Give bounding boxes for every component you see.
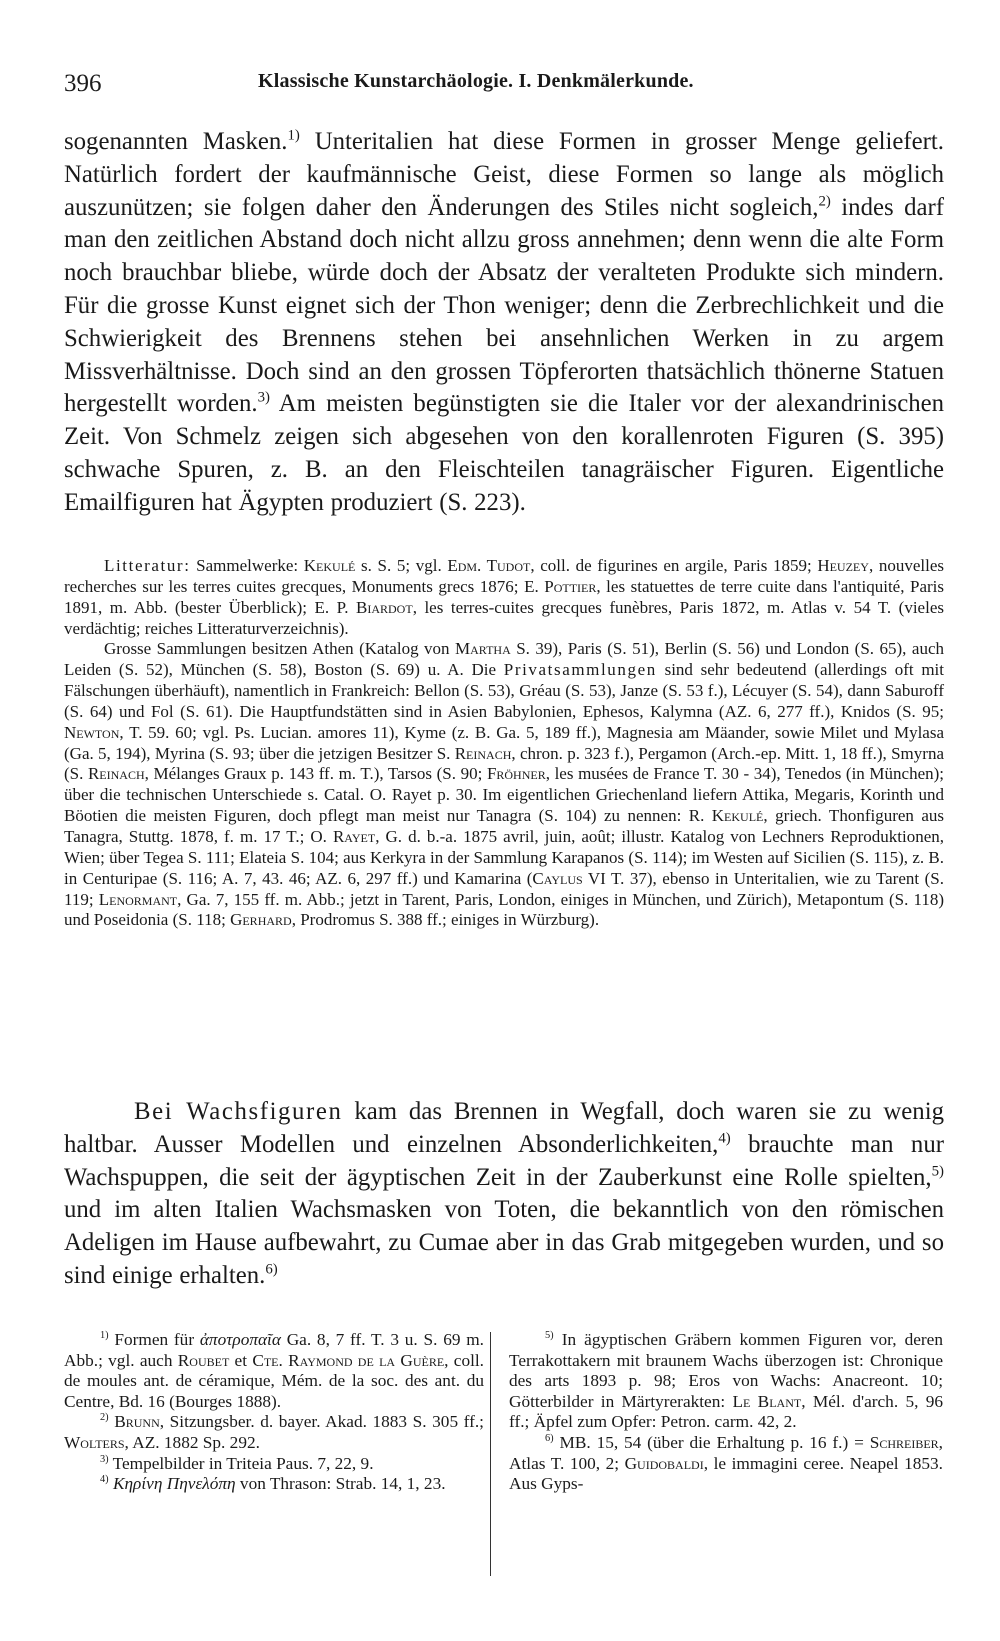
spaced-term: Privatsammlungen <box>503 660 657 680</box>
footnote-ref-6[interactable]: 6) <box>265 1261 278 1278</box>
running-header <box>64 62 944 102</box>
running-title: Klassische Kunstarchäologie. I. Denkmälerkunde. <box>258 70 694 92</box>
footnote-5: $^{5)}$ In ägyptischen Gräbern kommen Figuren vor, deren Terrakottakern mit braunem Wachs überzogen ist: Chronique des arts 1893 p. 98; Eros von Wachs: Anacreont. 10; Götterbilder in Märtyrerakten: Le Blant, Mél. d'arch. 5, 96 ff.; Äpfel zum Opfer: Petron. carm. 42, 2. <box>509 1330 944 1432</box>
footnote-4: $^{4)}$ Κηρίνη Πηνελόπη von Thrason: Strab. 14, 1, 23. <box>100 1474 446 1494</box>
footnotes-left-column <box>64 1330 484 1495</box>
footnote-ref-1[interactable]: 1) <box>287 127 300 144</box>
literature-paragraph-1: Litteratur: Sammelwerke: Kekulé s. S. 5; vgl. Edm. Tudot, coll. de figurines en argile, Paris 1859; Heuzey, nouvelles recherches sur les terres cuites grecques, Monuments grecs 1876; E. Pottier, les statuettes de terre cuite dans l'antiquité, Paris 1891, m. Abb. (bester Überblick); E. P. Biardot, les terres-cuites grecques funèbres, Paris 1872, m. Atlas v. 54 T. (vieles verdächtig; reiches Litteraturverzeichnis). <box>64 556 945 638</box>
main-text-bottom <box>64 1096 944 1293</box>
spaced-term: Bei Wachsfiguren <box>134 1098 343 1125</box>
footnote-ref-5[interactable]: 5) <box>931 1163 944 1180</box>
literature-paragraph-2: Grosse Sammlungen besitzen Athen (Katalog von Martha S. 39), Paris (S. 51), Berlin (S. 56) und London (S. 65), auch Leiden (S. 52), München (S. 58), Boston (S. 69) u. A. Die Privatsammlungen sind sehr bedeutend (allerdings oft mit Fälschungen überhäuft), namentlich in Frankreich: Bellon (S. 53), Gréau (S. 53), Janze (S. 53 f.), Lécuyer (S. 54), dann Saburoff (S. 64) und Fol (S. 61). Die Hauptfundstätten sind in Asien Babylonien, Ephesos, Kalymna (AZ. 6, 277 ff.), Knidos (S. 95; Newton, T. 59. 60; vgl. Ps. Lucian. amores 11), Kyme (z. B. Ga. 5, 189 ff.), Magnesia am Mäander, sowie Milet und Mylasa (Ga. 5, 194), Myrina (S. 93; über die jetzigen Besitzer S. Reinach, chron. p. 323 f.), Pergamon (Arch.-ep. Mitt. 1, 18 ff.), Smyrna (S. Reinach, Mélanges Graux p. 143 ff. m. T.), Tarsos (S. 90; Fröhner, les musées de France T. 30 - 34), Tenedos (in München); über die technischen Unterschiede s. Catal. O. Rayet p. 30. Im eigentlichen Griechenland liefern Attika, Megaris, Korinth und Böotien die meisten Figuren, doch pflegt man meist nur Tanagra (S. 104) zu nennen: R. Kekulé, griech. Thonfiguren aus Tanagra, Stuttg. 1878, f. m. 17 T.; O. Rayet, G. d. b.-a. 1875 avril, juin, août; illustr. Katalog von Lechners Reproduktionen, Wien; über Tegea S. 111; Elateia S. 104; aus Kerkyra in der Sammlung Karapanos (S. 114); im Westen auf Sicilien (S. 115), z. B. in Centuripae (S. 116; A. 7, 43. 46; AZ. 6, 297 ff.) und Kamarina (Caylus VI T. 37), ebenso in Unteritalien, wie zu Tarent (S. 119; Lenormant, Ga. 7, 155 ff. m. Abb.; jetzt in Tarent, Paris, London, einiges in München, und Zürich), Metapontum (S. 118) und Poseidonia (S. 118; Gerhard, Prodromus S. 388 ff.; einiges in Würzburg). <box>64 639 945 930</box>
footnote-ref-2[interactable]: 2) <box>818 193 831 210</box>
footnotes-right-column <box>509 1330 943 1495</box>
footnote-6: $^{6)}$ MB. 15, 54 (über die Erhaltung p. 16 f.) = Schreiber, Atlas T. 100, 2; Guidobaldi, le immagini ceree. Neapel 1853. Aus Gyps- <box>509 1432 943 1494</box>
page-number: 396 <box>64 70 102 97</box>
column-divider <box>490 1332 491 1576</box>
footnote-ref-3[interactable]: 3) <box>257 390 270 407</box>
footnote-2: $^{2)}$ Brunn, Sitzungsber. d. bayer. Akad. 1883 S. 305 ff.; Wolters, AZ. 1882 Sp. 292. <box>64 1412 484 1452</box>
footnote-3: $^{3)}$ Tempelbilder in Triteia Paus. 7, 22, 9. <box>100 1453 374 1473</box>
footnotes <box>64 1330 944 1620</box>
paragraph-wax-figures: Bei Wachsfiguren kam das Brennen in Wegfall, doch waren sie zu wenig haltbar. Ausser Modellen und einzelnen Absonderlichkeiten,$^{4)}$ brauchte man nur Wachspuppen, die seit der ägyptischen Zeit in der Zauberkunst eine Rolle spielten,$^{5)}$ und im alten Italien Wachsmasken von Toten, die bekanntlich von den römischen Adeligen im Hause aufbewahrt, zu Cumae aber in das Grab mitgegeben wurden, und so sind einige erhalten.$^{6)}$ <box>64 1098 944 1289</box>
literature-section <box>64 556 944 931</box>
footnote-1: $^{1)}$ Formen für ἀποτροπαῖα Ga. 8, 7 ff. T. 3 u. S. 69 m. Abb.; vgl. auch Roubet et Cte. Raymond de la Guère, coll. de moules ant. de céramique, Mém. de la soc. des ant. du Centre, Bd. 16 (Bourges 1888). <box>64 1330 485 1411</box>
footnote-ref-4[interactable]: 4) <box>718 1130 731 1147</box>
literature-label: Litteratur: <box>104 556 191 575</box>
main-text-top <box>64 126 944 520</box>
paragraph-terracotta: sogenannten Masken.$^{1)}$ Unteritalien hat diese Formen in grosser Menge geliefert. Natürlich fordert der kaufmännische Geist, diese Formen so lange als möglich auszunützen; sie folgen daher den Änderungen des Stiles nicht sogleich,$^{2)}$ indes darf man den zeitlichen Abstand doch nicht allzu gross annehmen; denn wenn die alte Form noch brauchbar bliebe, würde doch der Absatz der veralteten Produkte sich mindern. Für die grosse Kunst eignet sich der Thon weniger; denn die Zerbrechlichkeit und die Schwierigkeit des Brennens stehen bei ansehnlichen Werken in zu argem Missverhältnisse. Doch sind an den grossen Töpferorten thatsächlich thönerne Statuen hergestellt worden.$^{3)}$ Am meisten begünstigten sie die Italer vor der alexandrinischen Zeit. Von Schmelz zeigen sich abgesehen von den korallenroten Figuren (S. 395) schwache Spuren, z. B. an den Fleischteilen tanagräischer Figuren. Eigentliche Emailfiguren hat Ägypten produziert (S. 223). <box>64 127 944 516</box>
